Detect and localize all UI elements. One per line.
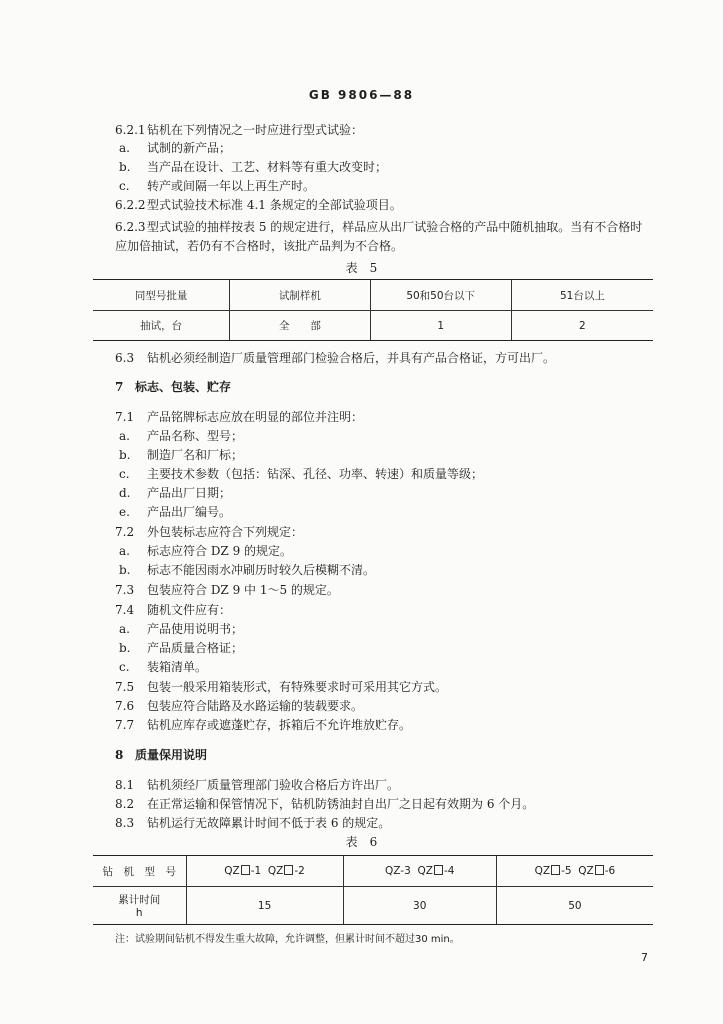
table-cell: 2 xyxy=(511,311,653,341)
list-item: d. 产品出厂日期； xyxy=(119,486,232,500)
page-number: 7 xyxy=(641,951,648,964)
table-row-label: 累计时间 h xyxy=(93,887,186,925)
list-item: b. 当产品在设计、工艺、材料等有重大改变时； xyxy=(119,160,388,174)
table-cell: 15 xyxy=(186,887,343,925)
table-6 xyxy=(93,855,653,925)
placeholder-box-icon xyxy=(434,865,443,875)
table-header-cell: 50和50台以下 xyxy=(370,280,511,311)
table-header-cell: 钻 机 型 号 xyxy=(93,856,186,887)
clause-7-3: 7.3 包装应符合 DZ 9 中 1～5 的规定。 xyxy=(115,583,339,597)
model-cell: QZ -5 QZ -6 xyxy=(496,856,653,887)
clause-7-2: 7.2 外包装标志应符合下列规定： xyxy=(115,525,304,539)
clause-text: 钻机在下列情况之一时应进行型式试验： xyxy=(147,123,364,137)
clause-8-1: 8.1 钻机须经厂质量管理部门验收合格后方许出厂。 xyxy=(115,778,400,792)
list-item: e. 产品出厂编号。 xyxy=(119,505,232,519)
table-cell: 全 部 xyxy=(230,311,370,341)
table-cell: 50 xyxy=(496,887,653,925)
clause-6-2-3: 6.2.3型式试验的抽样按表 5 的规定进行，样品应从出厂试验合格的产品中随机抽取。当有不合格时 xyxy=(115,220,643,234)
clause-6-2-3-cont: 应加倍抽试，若仍有不合格时，该批产品判为不合格。 xyxy=(115,239,404,253)
table-6-note: 注：试验期间钻机不得发生重大故障，允许调整，但累计时间不超过30 min。 xyxy=(115,934,460,945)
clause-7-6: 7.6 包装应符合陆路及水路运输的装载要求。 xyxy=(115,699,364,713)
list-item: a. 标志应符合 DZ 9 的规定。 xyxy=(119,544,293,558)
clause-7-4: 7.4 随机文件应有： xyxy=(115,603,232,617)
table-6-caption: 表 6 xyxy=(345,835,378,849)
table-5-caption: 表 5 xyxy=(345,261,378,275)
clause-7-5: 7.5 包装一般采用箱装形式，有特殊要求时可采用其它方式。 xyxy=(115,680,448,694)
list-item: c. 装箱清单。 xyxy=(119,660,208,674)
list-item: a. 产品名称、型号； xyxy=(119,429,244,443)
model-cell: QZ-3 QZ -4 xyxy=(343,856,496,887)
list-item: c. 主要技术参数（包括：钻深、孔径、功率、转速）和质量等级； xyxy=(119,467,484,481)
placeholder-box-icon xyxy=(551,865,560,875)
list-item: b. 产品质量合格证； xyxy=(119,641,244,655)
list-item: a. 试制的新产品； xyxy=(119,141,232,155)
placeholder-box-icon xyxy=(241,865,250,875)
table-cell: 抽试，台 xyxy=(93,311,230,341)
placeholder-box-icon xyxy=(595,865,604,875)
table-cell: 30 xyxy=(343,887,496,925)
clause-7-1: 7.1 产品铭牌标志应放在明显的部位并注明： xyxy=(115,410,364,424)
clause-6-2-2: 6.2.2型式试验技术标准 4.1 条规定的全部试验项目。 xyxy=(115,198,402,212)
clause-number: 6.2.1 xyxy=(115,123,146,137)
chapter-8-heading: 8 质量保用说明 xyxy=(115,748,208,762)
table-header-cell: 试制样机 xyxy=(230,280,370,311)
table-cell: 1 xyxy=(370,311,511,341)
clause-6-3: 6.3 钻机必须经制造厂质量管理部门检验合格后，并具有产品合格证，方可出厂。 xyxy=(115,351,556,365)
clause-7-7: 7.7 钻机应库存或遮蓬贮存，拆箱后不允许堆放贮存。 xyxy=(115,718,412,732)
document-header: GB 9806—88 xyxy=(308,88,415,102)
table-row xyxy=(93,887,653,925)
model-cell: QZ -1 QZ -2 xyxy=(186,856,343,887)
list-item: b. 标志不能因雨水冲刷历时较久后模糊不清。 xyxy=(119,563,376,577)
list-item: c. 转产或间隔一年以上再生产时。 xyxy=(119,179,316,193)
list-item: a. 产品使用说明书； xyxy=(119,622,244,636)
table-5 xyxy=(93,279,653,341)
clause-8-2: 8.2 在正常运输和保管情况下，钻机防锈油封自出厂之日起有效期为 6 个月。 xyxy=(115,797,535,811)
list-item: b. 制造厂名和厂标； xyxy=(119,448,244,462)
placeholder-box-icon xyxy=(284,865,293,875)
chapter-7-heading: 7 标志、包装、贮存 xyxy=(115,380,232,394)
table-header-cell: 51台以上 xyxy=(511,280,653,311)
clause-8-3: 8.3 钻机运行无故障累计时间不低于表 6 的规定。 xyxy=(115,816,391,830)
table-row xyxy=(93,311,653,341)
table-header-cell: 同型号批量 xyxy=(93,280,230,311)
clause-6-2-1 xyxy=(115,122,363,138)
